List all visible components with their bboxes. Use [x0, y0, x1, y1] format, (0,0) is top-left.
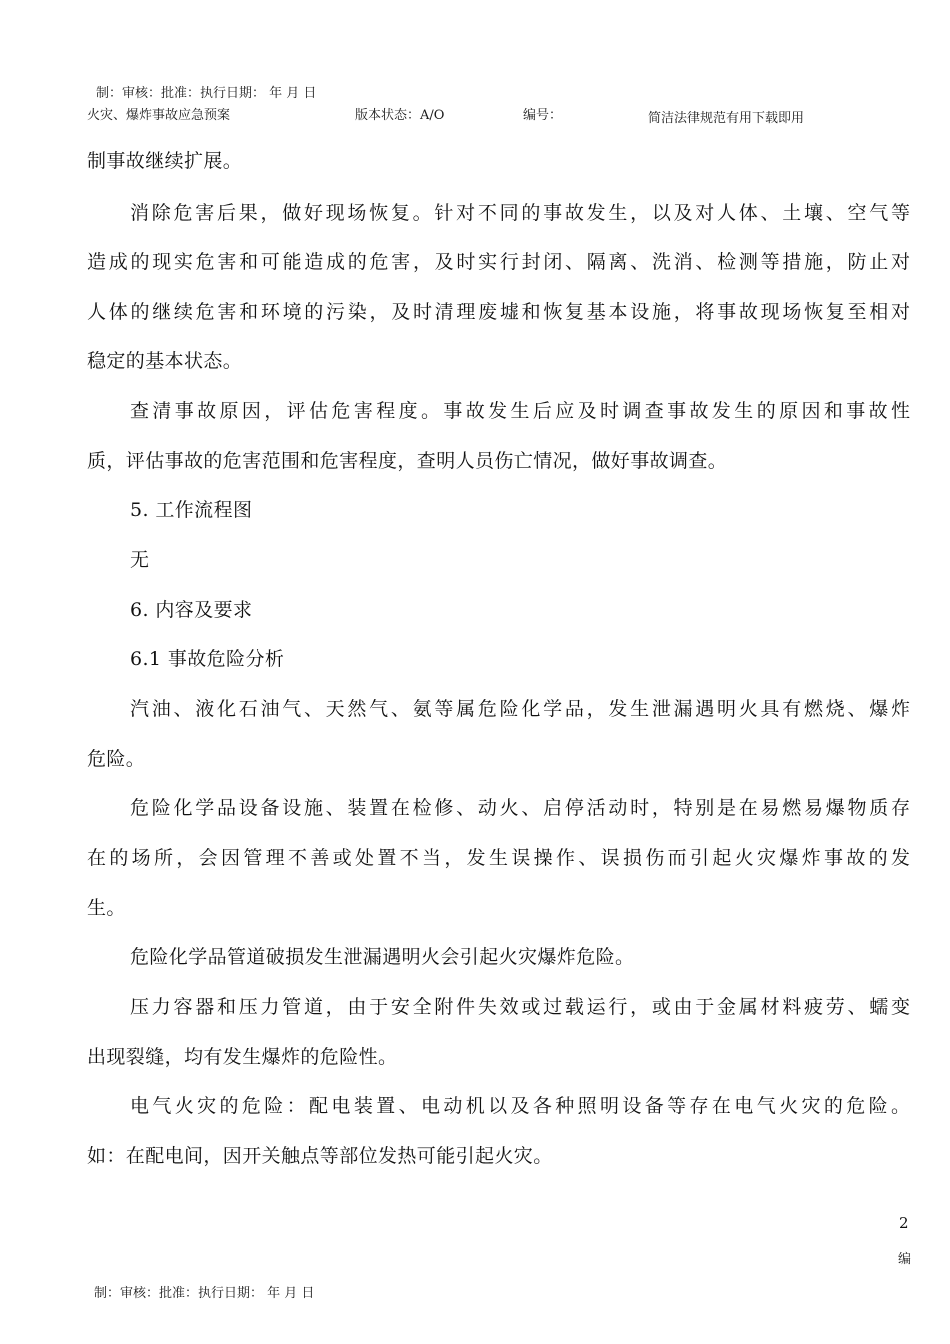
continuation-marker: 编: [898, 1252, 912, 1267]
body-line: 稳定的基本状态。: [87, 350, 243, 372]
body-line: 查清事故原因，评估危害程度。事故发生后应及时调查事故发生的原因和事故性: [130, 400, 910, 422]
body-line: 无: [130, 549, 150, 571]
body-line: 危险化学品管道破损发生泄漏遇明火会引起火灾爆炸危险。: [130, 946, 635, 968]
body-line: 质，评估事故的危害范围和危害程度，查明人员伤亡情况，做好事故调查。: [87, 450, 728, 472]
body-line: 在的场所，会因管理不善或处置不当，发生误操作、误损伤而引起火灾爆炸事故的发: [87, 847, 910, 869]
footer-approval-line: 制：审核：批准：执行日期： 年 月 日: [94, 1286, 315, 1301]
document-number-label: 编号：: [523, 108, 563, 123]
body-line: 汽油、液化石油气、天然气、氨等属危险化学品，发生泄漏遇明火具有燃烧、爆炸: [130, 698, 910, 720]
body-line: 压力容器和压力管道，由于安全附件失效或过载运行，或由于金属材料疲劳、蠕变: [130, 996, 910, 1018]
section-heading: 5. 工作流程图: [130, 499, 253, 521]
body-line: 如：在配电间，因开关触点等部位发热可能引起火灾。: [87, 1145, 553, 1167]
page-number: 2: [899, 1214, 909, 1232]
document-title: 火灾、爆炸事故应急预案: [87, 108, 231, 123]
body-line: 造成的现实危害和可能造成的危害，及时实行封闭、隔离、洗消、检测等措施，防止对: [87, 251, 910, 273]
body-line: 生。: [87, 897, 126, 919]
version-status: 版本状态：A/O: [355, 108, 445, 123]
body-line: 电气火灾的危险：配电装置、电动机以及各种照明设备等存在电气火灾的危险。: [130, 1095, 910, 1117]
header-approval-line: 制：审核：批准：执行日期： 年 月 日: [96, 86, 317, 101]
body-line: 危险化学品设备设施、装置在检修、动火、启停活动时，特别是在易燃易爆物质存: [130, 797, 910, 819]
body-line: 消除危害后果，做好现场恢复。针对不同的事故发生，以及对人体、土壤、空气等: [130, 202, 910, 224]
body-line: 危险。: [87, 748, 146, 770]
subsection-heading: 6.1 事故危险分析: [130, 648, 285, 670]
body-line: 制事故继续扩展。: [87, 150, 243, 172]
header-note: 简洁法律规范有用下载即用: [648, 111, 805, 126]
body-line: 出现裂缝，均有发生爆炸的危险性。: [87, 1046, 398, 1068]
body-line: 人体的继续危害和环境的污染，及时清理废墟和恢复基本设施，将事故现场恢复至相对: [87, 301, 910, 323]
section-heading: 6. 内容及要求: [130, 599, 253, 621]
